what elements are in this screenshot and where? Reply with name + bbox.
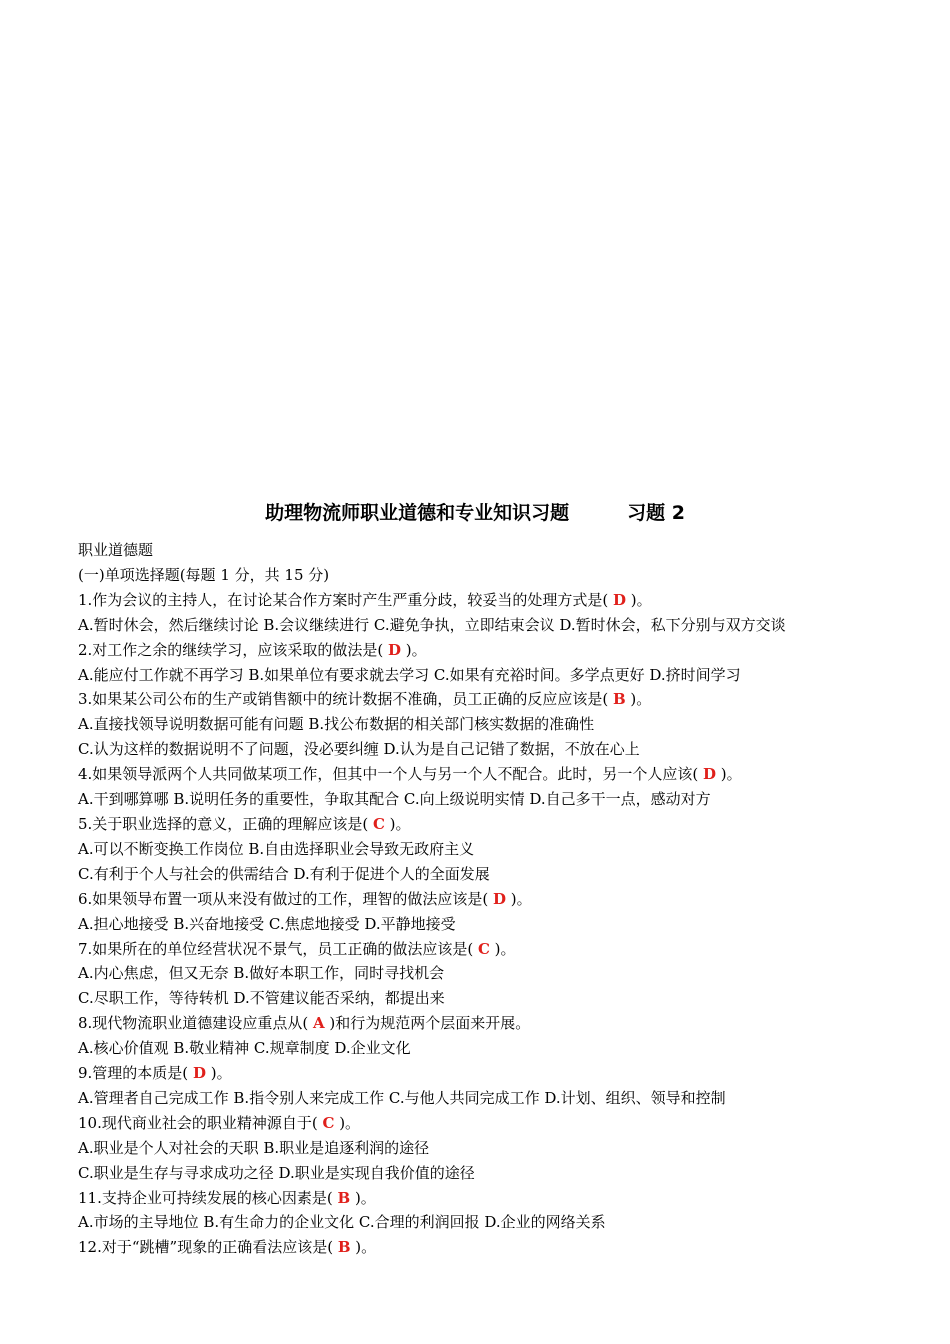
option-line: A.暂时休会，然后继续讨论 B.会议继续进行 C.避免争执，立即结束会议 D.暂时休会，私下分别与双方交谈 (78, 615, 786, 634)
question-text-end: )和行为规范两个层面来开展。 (324, 1014, 531, 1033)
question-list (78, 588, 878, 1260)
option-line: A.直接找领导说明数据可能有问题 B.找公布数据的相关部门核实数据的准确性 (78, 715, 595, 734)
subsection-heading: (一)单项选择题(每题 1 分，共 15 分) (78, 565, 330, 584)
question-stem (78, 1061, 878, 1086)
option-line: A.核心价值观 B.敬业精神 C.规章制度 D.企业文化 (78, 1039, 411, 1058)
question-text-end: )。 (505, 889, 532, 908)
question-text: 2.对工作之余的继续学习，应该采取的做法是( (78, 640, 388, 659)
answer-letter: B (612, 690, 626, 709)
option-line: C.有利于个人与社会的供需结合 D.有利于促进个人的全面发展 (78, 864, 490, 883)
question-text-end: )。 (350, 1238, 377, 1257)
title-main: 助理物流师职业道德和专业知识习题 (265, 502, 570, 524)
question-text: 4.如果领导派两个人共同做某项工作，但其中一个人与另一个人不配合。此时，另一个人应该( (78, 765, 703, 784)
answer-letter: B (337, 1188, 351, 1207)
question-text: 12.对于“跳槽”现象的正确看法应该是( (78, 1238, 338, 1257)
question-text: 10.现代商业社会的职业精神源自于( (78, 1113, 323, 1132)
question-stem (78, 887, 878, 912)
question-stem (78, 1186, 878, 1211)
question-stem (78, 638, 878, 663)
question-text: 3.如果某公司公布的生产或销售额中的统计数据不准确，员工正确的反应应该是( (78, 690, 613, 709)
option-line: A.管理者自己完成工作 B.指令别人来完成工作 C.与他人共同完成工作 D.计划、组织、领导和控制 (78, 1088, 726, 1107)
option-line: A.可以不断变换工作岗位 B.自由选择职业会导致无政府主义 (78, 839, 475, 858)
question-stem (78, 812, 878, 837)
document-body (78, 538, 878, 1260)
question-stem (78, 687, 878, 712)
question-text-end: )。 (384, 814, 411, 833)
question-text: 1.作为会议的主持人，在讨论某合作方案时产生严重分歧，较妥当的处理方式是( (78, 590, 613, 609)
answer-letter: D (492, 889, 506, 908)
answer-letter: C (372, 814, 385, 833)
question-text-end: )。 (205, 1064, 232, 1083)
document-title (0, 500, 950, 526)
question-stem (78, 588, 878, 613)
answer-letter: C (322, 1113, 335, 1132)
title-sub: 习题 2 (627, 502, 685, 524)
section-heading: 职业道德题 (78, 541, 154, 559)
answer-letter: C (477, 939, 490, 958)
option-line: C.认为这样的数据说明不了问题，没必要纠缠 D.认为是自己记错了数据，不放在心上 (78, 740, 640, 759)
answer-letter: D (192, 1064, 206, 1083)
option-line: A.担心地接受 B.兴奋地接受 C.焦虑地接受 D.平静地接受 (78, 914, 456, 933)
question-text-end: )。 (715, 765, 742, 784)
question-text: 8.现代物流职业道德建设应重点从( (78, 1014, 313, 1033)
question-text: 11.支持企业可持续发展的核心因素是( (78, 1188, 338, 1207)
question-stem (78, 1011, 878, 1036)
question-text-end: )。 (350, 1188, 376, 1207)
option-line: C.职业是生存与寻求成功之径 D.职业是实现自我价值的途径 (78, 1163, 475, 1182)
question-text-end: )。 (625, 590, 652, 609)
option-line: A.职业是个人对社会的天职 B.职业是追逐利润的途径 (78, 1138, 430, 1157)
option-line: A.市场的主导地位 B.有生命力的企业文化 C.合理的利润回报 D.企业的网络关系 (78, 1213, 606, 1232)
question-stem (78, 937, 878, 962)
question-text: 5.关于职业选择的意义，正确的理解应该是( (78, 814, 373, 833)
answer-letter: D (387, 640, 401, 659)
question-text-end: )。 (334, 1113, 361, 1132)
question-text: 7.如果所在的单位经营状况不景气，员工正确的做法应该是( (78, 939, 478, 958)
answer-letter: A (312, 1014, 325, 1033)
question-stem (78, 1111, 878, 1136)
question-text: 6.如果领导布置一项从来没有做过的工作，理智的做法应该是( (78, 889, 493, 908)
answer-letter: D (702, 765, 716, 784)
option-line: A.能应付工作就不再学习 B.如果单位有要求就去学习 C.如果有充裕时间。多学点更好 D.挤时间学习 (78, 665, 741, 684)
option-line: A.干到哪算哪 B.说明任务的重要性，争取其配合 C.向上级说明实情 D.自己多干一点，感动对方 (78, 790, 711, 809)
answer-letter: D (612, 590, 626, 609)
question-stem (78, 1235, 878, 1260)
option-line: A.内心焦虑，但又无奈 B.做好本职工作，同时寻找机会 (78, 964, 445, 983)
question-text: 9.管理的本质是( (78, 1064, 193, 1083)
answer-letter: B (337, 1238, 351, 1257)
question-text-end: )。 (489, 939, 516, 958)
question-text-end: )。 (625, 690, 652, 709)
option-line: C.尽职工作，等待转机 D.不管建议能否采纳，都提出来 (78, 989, 445, 1008)
question-stem (78, 762, 878, 787)
question-text-end: )。 (400, 640, 427, 659)
